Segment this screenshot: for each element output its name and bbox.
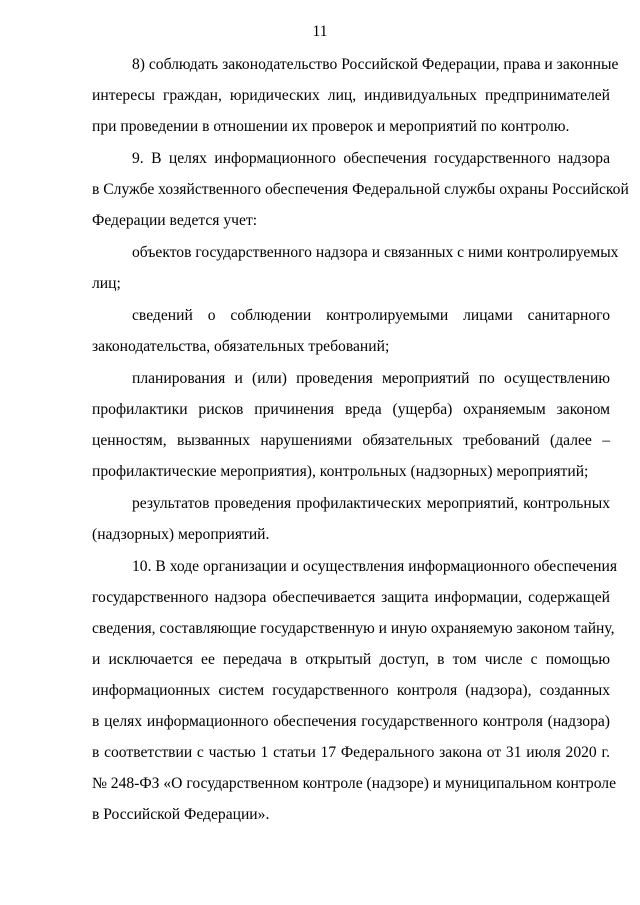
text-line: в целях информационного обеспечения государственного контроля (надзора) <box>92 713 610 730</box>
text-line: государственного надзора обеспечивается защита информации, содержащей <box>92 589 610 606</box>
text-line: ценностям, вызванных нарушениями обязательных требований (далее – <box>92 432 610 449</box>
text-line: 8) соблюдать законодательство Российской Федерации, права и законные <box>132 56 619 73</box>
text-line: планирования и (или) проведения мероприятий по осуществлению <box>132 370 610 387</box>
text-line: законодательства, обязательных требований; <box>92 338 390 355</box>
text-line: при проведении в отношении их проверок и мероприятий по контролю. <box>92 118 570 135</box>
text-line: результатов проведения профилактических мероприятий, контрольных <box>132 495 610 512</box>
text-line: в Российской Федерации». <box>92 806 270 823</box>
text-line: профилактики рисков причинения вреда (ущерба) охраняемым законом <box>92 401 610 418</box>
text-line: интересы граждан, юридических лиц, индивидуальных предпринимателей <box>92 87 610 104</box>
text-line: сведений о соблюдении контролируемыми лицами санитарного <box>132 307 610 324</box>
text-line: информационных систем государственного контроля (надзора), созданных <box>92 682 610 699</box>
text-line: 9. В целях информационного обеспечения государственного надзора <box>132 150 610 167</box>
text-line: объектов государственного надзора и связанных с ними контролируемых <box>132 244 619 261</box>
text-line: сведения, составляющие государственную и иную охраняемую законом тайну, <box>92 620 615 637</box>
text-line: Федерации ведется учет: <box>92 212 258 229</box>
text-line: в Службе хозяйственного обеспечения Федеральной службы охраны Российской <box>92 181 629 198</box>
text-line: профилактические мероприятия), контрольных (надзорных) мероприятий; <box>92 463 589 480</box>
text-line: № 248-ФЗ «О государственном контроле (надзоре) и муниципальном контроле <box>92 775 617 792</box>
text-line: лиц; <box>92 275 121 292</box>
text-line: и исключается ее передача в открытый доступ, в том числе с помощью <box>92 651 610 668</box>
page-number: 11 <box>312 23 328 40</box>
text-line: 10. В ходе организации и осуществления информационного обеспечения <box>132 558 617 575</box>
text-line: (надзорных) мероприятий. <box>92 526 270 543</box>
text-line: в соответствии с частью 1 статьи 17 Федерального закона от 31 июля 2020 г. <box>92 744 610 761</box>
